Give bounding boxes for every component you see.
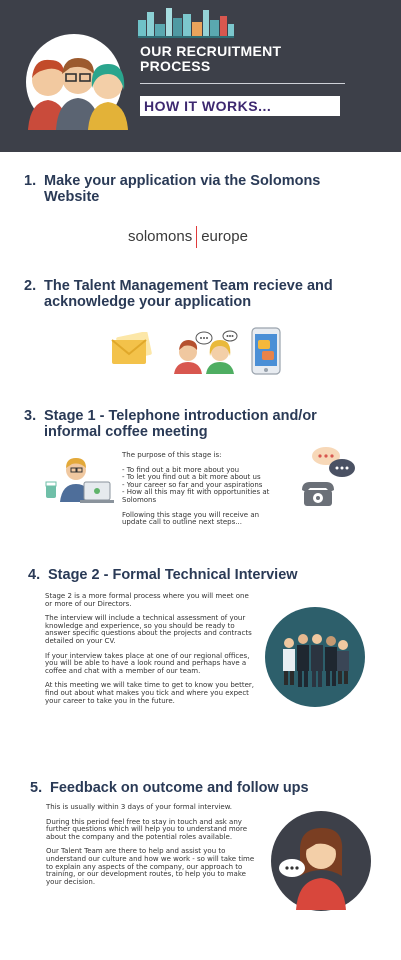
support-agent-icon: [270, 810, 372, 912]
step5-paragraph: Our Talent Team are there to help and assist you to understand our culture and how we work - so will take time to explain any aspects of the company, our approach to training, or our development routes, to help you to make your decision.: [46, 847, 255, 886]
step5-title-text: Feedback on outcome and follow ups: [50, 780, 309, 796]
step5-paragraph: During this period feel free to stay in touch and ask any further questions which will help you to understand more about the company and the potential roles available.: [46, 817, 248, 841]
step3-bullet: - To find out a bit more about you: [122, 465, 240, 474]
step2-number: 2.: [24, 278, 37, 294]
step4-title: [28, 567, 298, 583]
solomons-europe-logo: [128, 226, 268, 248]
step2-title: [24, 278, 333, 310]
step1-title-line1: Make your application via the Solomons: [44, 173, 321, 189]
logo-text-left: solomons: [128, 227, 193, 245]
step2-title-line1: The Talent Management Team recieve and: [44, 278, 333, 294]
step1-title-line2: Website: [44, 189, 100, 205]
step1-number: 1.: [24, 173, 37, 189]
step1-title: [24, 173, 320, 205]
step3-title-line1: Stage 1 - Telephone introduction and/or: [44, 408, 317, 424]
header-title-line2: PROCESS: [140, 58, 211, 74]
step3-intro: The purpose of this stage is:: [122, 451, 222, 459]
envelope-icon: [108, 332, 158, 368]
step4-description: [45, 593, 257, 705]
step3-title: [24, 408, 317, 440]
step5-title: [30, 780, 309, 796]
header-banner: [0, 0, 401, 152]
header-title: [140, 44, 281, 74]
conversation-people-icon: [172, 330, 242, 374]
city-skyline-icon: [138, 6, 234, 38]
step3-title-line2: informal coffee meeting: [44, 424, 208, 440]
step3-bullet-list: [122, 467, 280, 505]
team-avatars-icon: [22, 30, 132, 130]
header-subtitle: HOW IT WORKS...: [140, 96, 340, 116]
step4-paragraph: Stage 2 is a more formal process where you will meet one or more of our Directors.: [45, 592, 249, 608]
step3-outro: Following this stage you will receive an update call to outline next steps...: [122, 510, 260, 527]
step3-bullet: - Your career so far and your aspirations: [122, 480, 263, 489]
step2-title-line2: acknowledge your application: [44, 294, 252, 310]
person-at-laptop-icon: [44, 456, 114, 504]
step3-bullet: - How all this may fit with opportunities at Solomons: [122, 488, 270, 504]
business-team-icon: [265, 607, 365, 707]
step4-paragraph: At this meeting we will take time to get to know you better, find out about what makes you tick and where you expect your career to take you in the future.: [45, 681, 254, 705]
step4-paragraph: The interview will include a technical assessment of your knowledge and experience, so you should be ready to answer specific questions about the projects and contracts detailed on your CV.: [45, 614, 252, 645]
step5-paragraph: This is usually within 3 days of your formal interview.: [46, 803, 233, 811]
header-title-line1: OUR RECRUITMENT: [140, 43, 282, 59]
step3-number: 3.: [24, 408, 37, 424]
smartphone-icon: [248, 326, 284, 376]
step3-description: [122, 452, 280, 527]
step3-bullet: - To let you find out a bit more about us: [122, 473, 261, 482]
step5-number: 5.: [30, 780, 43, 796]
step4-paragraph: If your interview takes place at one of our regional offices, you will be able to have a look round and perhaps have a coffee and chat with a member of our team.: [45, 651, 250, 675]
header-divider: [140, 83, 345, 84]
logo-divider: [196, 226, 197, 248]
logo-text-right: europe: [201, 227, 248, 245]
telephone-chat-icon: [298, 446, 358, 508]
step4-title-text: Stage 2 - Formal Technical Interview: [48, 567, 298, 583]
step5-description: [46, 804, 258, 886]
step4-number: 4.: [28, 567, 41, 583]
